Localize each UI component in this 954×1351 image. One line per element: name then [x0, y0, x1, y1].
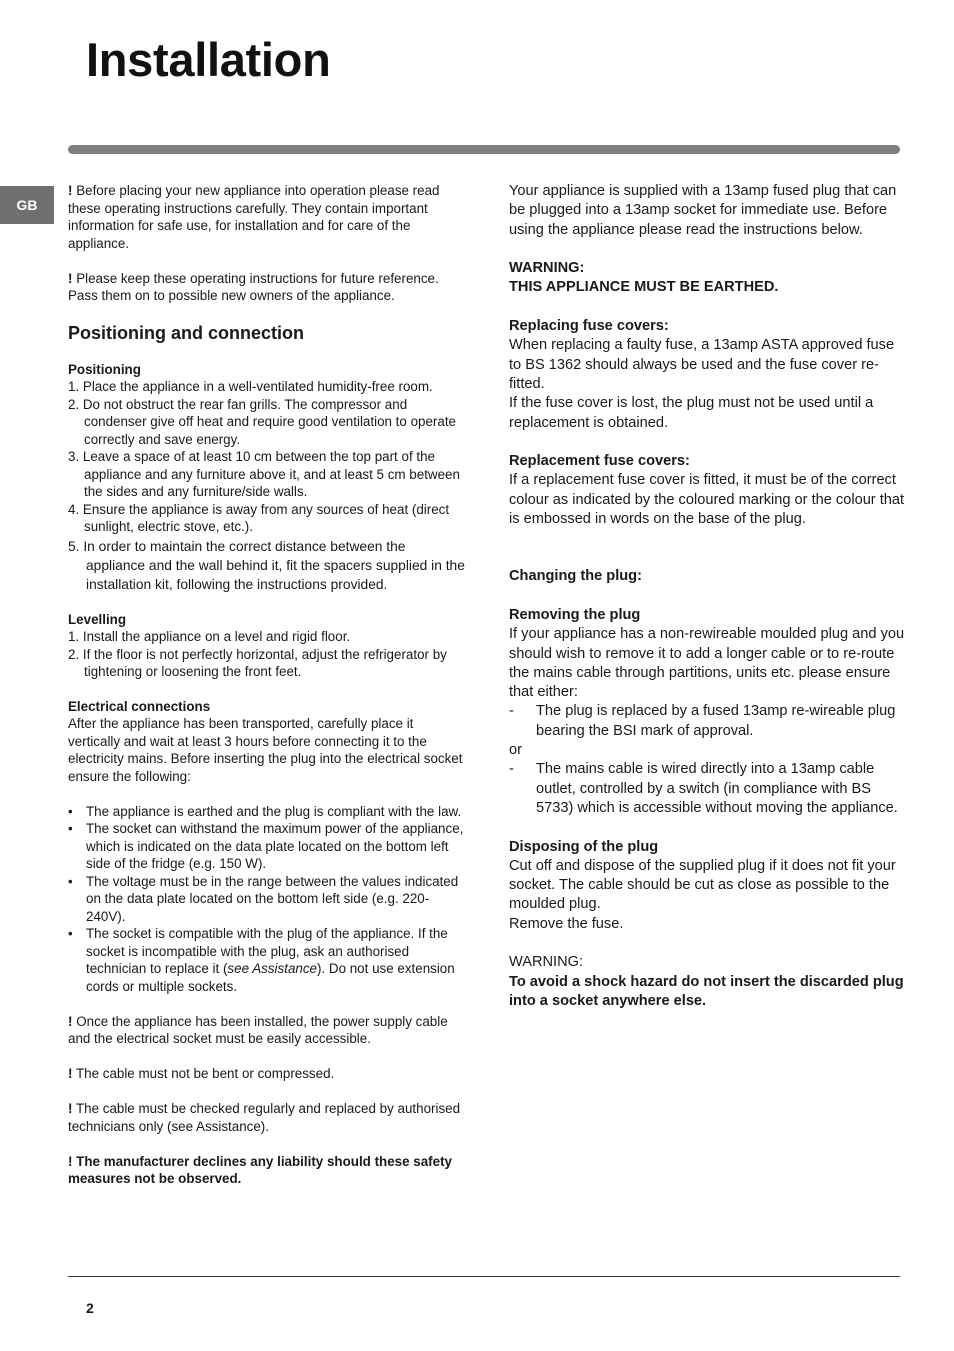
page-number: 2 [86, 1300, 94, 1316]
replacement-fuse-heading: Replacement fuse covers: [509, 453, 690, 470]
note-text: The cable must not be bent or compressed. [75, 1066, 335, 1081]
list-item: 3. Leave a space of at least 10 cm between the top part of the appliance and any furniture above it, and at least 5 cm between the sides and any furniture/side walls. [68, 449, 460, 499]
dash-glyph: - [509, 761, 514, 778]
replacing-fuse-text: When replacing a faulty fuse, a 13amp ASTA approved fuse to BS 1362 should always be used and the fuse cover re-fitted. [509, 337, 895, 392]
option-cable-outlet [509, 760, 905, 818]
bullet-text: The socket is compatible with the plug of the appliance. If the socket is incompatible with the plug, ask an authorised technician to replace it ( [86, 926, 448, 976]
disposing-plug-text: Cut off and dispose of the supplied plug if it does not fit your socket. The cable should be cut as close as possible to the moulded plug. [509, 857, 896, 913]
list-item: 2. Do not obstruct the rear fan grills. The compressor and condenser give off heat and require good ventilation to operate correctly and save energy. [68, 396, 456, 447]
intro-text-2: Please keep these operating instructions for future reference. Pass them on to possible new owners of the appliance. [68, 270, 439, 303]
list-item: 2. If the floor is not perfectly horizontal, adjust the refrigerator by tightening or loosening the front feet. [68, 646, 447, 679]
option-text: The mains cable is wired directly into a 13amp cable outlet, controlled by a switch (in compliance with BS 5733) which is accessible without moving the appliance. [536, 761, 898, 816]
positioning-heading: Positioning [68, 361, 141, 377]
warning-label: WARNING: [509, 260, 585, 277]
list-item [68, 803, 468, 821]
intro-paragraph-1 [68, 182, 468, 252]
list-item: 1. Install the appliance on a level and rigid floor. [68, 629, 351, 644]
list-item [68, 925, 468, 995]
bullet-text: ). Do not use extension cords or multiple sockets. [86, 961, 455, 994]
list-item: 4. Ensure the appliance is away from any sources of heat (direct sunlight, electric stove, etc.). [68, 501, 450, 534]
right-column [509, 182, 905, 1011]
electrical-checklist [68, 803, 468, 996]
warning-mark: ! [68, 270, 73, 286]
removing-plug-heading: Removing the plug [509, 606, 641, 623]
levelling-list [68, 628, 468, 681]
option-rewireable-plug [509, 702, 905, 741]
list-item [68, 873, 468, 926]
assistance-reference: see Assistance [227, 961, 317, 976]
electrical-heading: Electrical connections [68, 698, 211, 714]
electrical-intro: After the appliance has been transported, carefully place it vertically and wait at least 3 hours before connecting it to the electricity mains. Before inserting the plug into the electrical socket ensure the following: [68, 716, 463, 784]
bullet-glyph: • [68, 873, 73, 889]
removing-plug-text: If your appliance has a non-rewireable moulded plug and you should wish to remove it to add a longer cable or to re-route the mains cable through partitions, units etc. please ensure that either: [509, 626, 905, 701]
dash-glyph: - [509, 703, 514, 720]
option-text: The plug is replaced by a fused 13amp re-wireable plug bearing the BSI mark of approval. [536, 703, 896, 739]
replacement-fuse-text: If a replacement fuse cover is fitted, it must be of the correct colour as indicated by the coloured marking or the colour that is embossed in words on the base of the plug. [509, 472, 905, 528]
positioning-list [68, 378, 468, 594]
or-separator: or [509, 742, 522, 759]
list-item: 1. Place the appliance in a well-ventilated humidity-free room. [68, 379, 433, 394]
title-divider [68, 145, 900, 154]
warning-mark: ! [68, 1013, 73, 1029]
liability-note: ! The manufacturer declines any liability should these safety measures not be observed. [68, 1153, 452, 1186]
changing-plug-heading: Changing the plug: [509, 568, 642, 585]
plug-intro: Your appliance is supplied with a 13amp fused plug that can be plugged into a 13amp socket for immediate use. Before using the appliance please read the instructions below. [509, 183, 897, 238]
earthed-warning: THIS APPLIANCE MUST BE EARTHED. [509, 279, 779, 296]
warning-mark: ! [68, 1066, 73, 1081]
list-item [68, 820, 468, 873]
fuse-cover-lost-text: If the fuse cover is lost, the plug must not be used until a replacement is obtained. [509, 395, 874, 431]
bullet-text: The voltage must be in the range between the values indicated on the data plate located on the bottom left side (e.g. 220-240V). [86, 873, 459, 924]
footer-divider [68, 1276, 900, 1277]
remove-fuse-text: Remove the fuse. [509, 915, 624, 932]
note-text: Once the appliance has been installed, the power supply cable and the electrical socket must be easily accessible. [68, 1013, 448, 1046]
intro-paragraph-2 [68, 270, 468, 305]
note-cable-checked [68, 1100, 468, 1135]
list-item: 5. In order to maintain the correct distance between the appliance and the wall behind it, fit the spacers supplied in the installation kit, following the instructions provided. [68, 538, 465, 592]
warning-label-2: WARNING: [509, 954, 584, 971]
page-title: Installation [86, 33, 331, 86]
disposing-plug-heading: Disposing of the plug [509, 838, 659, 855]
note-text: The cable must be checked regularly and replaced by authorised technicians only (see Assistance). [68, 1101, 461, 1134]
shock-hazard-warning: To avoid a shock hazard do not insert the discarded plug into a socket anywhere else. [509, 973, 904, 1009]
warning-mark: ! [68, 183, 73, 198]
bullet-glyph: • [68, 821, 73, 836]
bullet-glyph: • [68, 803, 73, 819]
bullet-glyph: • [68, 926, 73, 941]
left-column [68, 182, 468, 1188]
levelling-heading: Levelling [68, 611, 127, 627]
language-tab: GB [0, 186, 54, 224]
section-heading-positioning-connection: Positioning and connection [68, 322, 304, 343]
intro-text-1: Before placing your new appliance into operation please read these operating instructions carefully. They contain important information for safe use, for installation and for care of the appliance. [68, 183, 440, 251]
bullet-text: The appliance is earthed and the plug is compliant with the law. [86, 803, 462, 819]
note-cable-bent [68, 1065, 468, 1083]
bullet-text: The socket can withstand the maximum power of the appliance, which is indicated on the data plate located on the bottom left side of the fridge (e.g. 150 W). [86, 821, 464, 871]
note-accessible [68, 1013, 468, 1048]
warning-mark: ! [68, 1101, 73, 1116]
replacing-fuse-heading: Replacing fuse covers: [509, 318, 669, 335]
